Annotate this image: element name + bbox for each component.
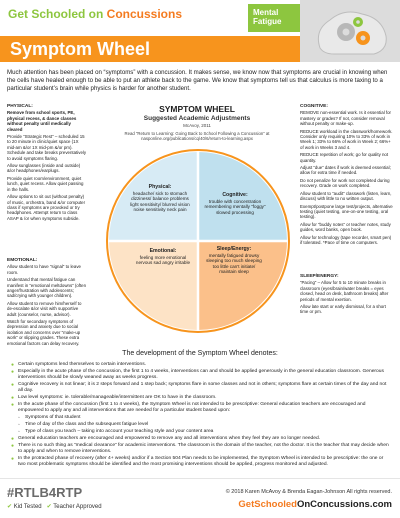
- check-kid-tested: Kid Tested: [13, 504, 42, 510]
- wheel-author: McAvoy, 2011: [183, 123, 211, 128]
- cognitive-item: Exempt/postpone large test/projects, alternative testing (quiet testing, one-on-one testing, oral testing).: [300, 203, 393, 220]
- physical-item: Remove from school sports, PE, physical recess, & dance classes without penalty until medically cleared: [7, 110, 77, 132]
- sleep-symptoms: [204, 247, 264, 275]
- check-icon: ✔: [46, 504, 52, 510]
- notes-item: ● Low level symptoms: ie. tolerable/manageable/intermittent are OK to have in the classroom.: [11, 395, 391, 401]
- notes-item: ● Cognitive recovery is not linear; it is 2 steps forward and 1 step back; symptoms flare in some classes and not in others; symptoms flare at certain times of the day and not all day.: [11, 382, 391, 394]
- cognitive-item: Allow for technology (tape recorder, smart pen) if tolerated. *Pace of time on computers.: [300, 234, 392, 245]
- cognitive-symptom-list: trouble with concentration remembering mentally “foggy” slowed processing: [204, 198, 266, 215]
- cognitive-symptoms: [204, 193, 266, 215]
- check-teacher-approved: Teacher Approved: [53, 504, 102, 510]
- wheel-notes: [7, 350, 393, 468]
- cognitive-item: REMOVE non-essential work. Is it essential for mastery or grades? If not, consider removal without penalty or make-up.: [300, 110, 392, 127]
- cognitive-label: Cognitive:: [222, 192, 248, 198]
- emotional-item: Understand that mental fatigue can manifest in “emotional meltdowns” (often anger/frustration with adolescents; sad/crying with younger children).: [7, 277, 87, 299]
- wheel-header: [100, 104, 294, 141]
- footer: [0, 478, 400, 518]
- notes-title: The development of the Symptom Wheel denotes:: [122, 350, 278, 357]
- emotional-item: Allow student to have “signal” to leave room.: [7, 264, 81, 275]
- hashtag: #RTLB4RTP: [7, 485, 83, 500]
- physical-item: Allow options to sit out (without penalty) of music, orchestra, band &/or computer class if symptoms are provoked or try headphones. Attempt return to class ASAP & /or when symptoms subside.: [7, 194, 86, 221]
- sleep-symptom-list: mentally fatigued drowsy sleeping too much sleeping too little can’t initiate/ maintain sleep: [206, 252, 262, 274]
- notes-item: ● Certain symptoms lend themselves to certain interventions.: [11, 362, 391, 368]
- sleep-adjustments: [300, 274, 394, 317]
- wheel-subtitle: Suggested Academic Adjustments: [143, 115, 251, 122]
- cognitive-item: REDUCE workload in the classwork/homework. Consider only requiring 10% to 33% of work in Week 1; 33% to 66% of work in Week 2; 66%+ of work in Weeks 3 and 4.: [300, 128, 393, 150]
- physical-symptom-list: headache/ sick to stomach dizziness/ balance problems light sensitivity/ blurred vision noise sensitivity neck pain: [130, 190, 190, 212]
- site-part1: GetSchooled: [238, 499, 297, 510]
- physical-heading: PHYSICAL:: [7, 104, 33, 109]
- physical-symptoms: [128, 185, 192, 213]
- physical-item: Allow sunglasses (inside and outside) &/or headphones/earplugs.: [7, 163, 81, 174]
- notes-item: ● There is no such thing as “medical clearance” for academic interventions. The classroom is the domain of the teacher, not the doctor. It is the teacher that may decide when to apply and when to remove interventions.: [11, 443, 391, 455]
- topic-tag: Mental Fatigue: [248, 4, 300, 32]
- intro-paragraph: Much attention has been placed on “symptoms” with a concussion. It makes sense, we know now that symptoms are crucial in knowing when the cells have healed enough to be able to put an athlete back to the game. We know that symptoms tell us that calculus is more taxing to a particular student’s brain while physics is harder for another student.: [7, 69, 388, 92]
- emotional-symptoms: [134, 249, 192, 266]
- notes-item: ● General education teachers are encouraged and empowered to remove any and all interventions when they feel they are no longer needed.: [11, 436, 391, 442]
- emotional-item: Watch for secondary symptoms of depression and anxiety due to social isolation and concerns over “make-up work” or slipping grades. These extra emotional factors can delay recovery.: [7, 319, 81, 346]
- sleep-heading: SLEEP/ENERGY:: [300, 274, 339, 279]
- cognitive-item: Adjust “due” dates if work is deemed essential; allow for extra time if needed.: [300, 165, 391, 176]
- cognitive-item: REDUCE repetition of work; go for quality not quantity.: [300, 152, 389, 163]
- symptom-wheel: [104, 147, 292, 335]
- cognitive-item: Allow student to “audit” classwork (listen, learn, discuss) with little to no written output.: [300, 190, 392, 202]
- brand-part1: Get Schooled on: [8, 7, 107, 21]
- sleep-item: Allow late start or early dismissal, for a short time or pm.: [300, 304, 386, 315]
- notes-subitem: ◦ Type of class you teach – taking into account your teaching style and your content area: [11, 429, 391, 435]
- physical-label: Physical:: [148, 184, 172, 190]
- emotional-item: Allow student to remove him/herself to de-escalate &/or visit with supportive adult (counselor, nurse, advisor).: [7, 300, 82, 317]
- cognitive-heading: COGNITIVE:: [300, 104, 328, 109]
- sleep-item: “Pacing” – Allow for 5 to 10 minute breaks in classroom (eyes/brain/water breaks = eyes closed, head on desk, bathroom breaks) after periods of mental exertion.: [300, 280, 389, 302]
- wheel-title: SYMPTOM WHEEL: [159, 104, 235, 114]
- notes-subitem: ◦ Symptoms of that student: [11, 415, 391, 421]
- emotional-heading: EMOTIONAL:: [7, 258, 38, 263]
- emotional-symptom-list: feeling more emotional nervous sad angry irritable: [135, 254, 191, 265]
- cognitive-item: Do not penalize for work not completed during recovery. Grade on work completed.: [300, 177, 390, 189]
- copyright: © 2018 Karen McAvoy & Brenda Eagan-Johnson All rights reserved.: [225, 489, 392, 495]
- wheel-graphic: [104, 147, 292, 335]
- wheel-reference: Read “Return to Learning: Going Back to School Following a Concussion” at nasponline.org/publications/cq/40/6/return-to-learning.aspx: [124, 131, 270, 142]
- website-link[interactable]: [238, 499, 392, 510]
- notes-subitem: ◦ Time of day of the class and the subsequent fatigue level: [11, 422, 391, 428]
- page-title: Symptom Wheel: [10, 39, 151, 59]
- notes-item: ● In the acute phase of the concussion (first 1 to 4 weeks), the Symptom Wheel is not intended to be prescriptive: General education teachers are encouraged and empowered to apply any and all interventions that are needed for a particular student based upon:: [11, 402, 391, 414]
- cognitive-item: Allow for “buddy notes” or teacher notes, study guides, word banks, open book.: [300, 221, 391, 233]
- header: [0, 0, 400, 62]
- check-icon: ✔: [7, 504, 13, 510]
- brand-part2: Concussions: [106, 7, 183, 21]
- notes-item: ● Especially in the acute phase of the concussion, the first 1 to 4 weeks, interventions can and should be applied generously in the general education classroom. Generous interventions should be slowly weaned away as weeks progress.: [11, 369, 391, 381]
- sleep-label: Sleep/Energy:: [216, 246, 252, 252]
- cognitive-adjustments: [300, 104, 394, 247]
- emotional-label: Emotional:: [149, 248, 177, 254]
- title-bar: [0, 36, 300, 62]
- physical-item: Provide quiet room/environment, quiet lunch, quiet recess. Allow quiet passing in the halls.: [7, 175, 84, 192]
- physical-adjustments: [7, 104, 87, 223]
- brand-logo: [8, 7, 182, 21]
- notes-list: [11, 362, 391, 469]
- approval-checks: [7, 503, 102, 510]
- emotional-adjustments: [7, 258, 87, 348]
- brain-gears-image: [300, 0, 400, 62]
- notes-item: ● In the protracted phase of recovery (after 4+ weeks) and/or if a Section 504 Plan needs to be implemented, the Symptom Wheel is intended to be prescriptive: the one or two most problematic symptoms should be identified and the most promising interventions should be applied, progress monitored and adjusted.: [11, 456, 391, 468]
- physical-item: Provide “Strategic Rest” – scheduled 15 to 20 minute in clinic/quiet space (1X mid-am &/or 1X mid-pm &/or pm). Schedule and take breaks preventatively to avoid symptoms flaring.: [7, 134, 87, 161]
- site-part2: OnConcussions.com: [296, 499, 392, 510]
- header-photo: [300, 0, 400, 62]
